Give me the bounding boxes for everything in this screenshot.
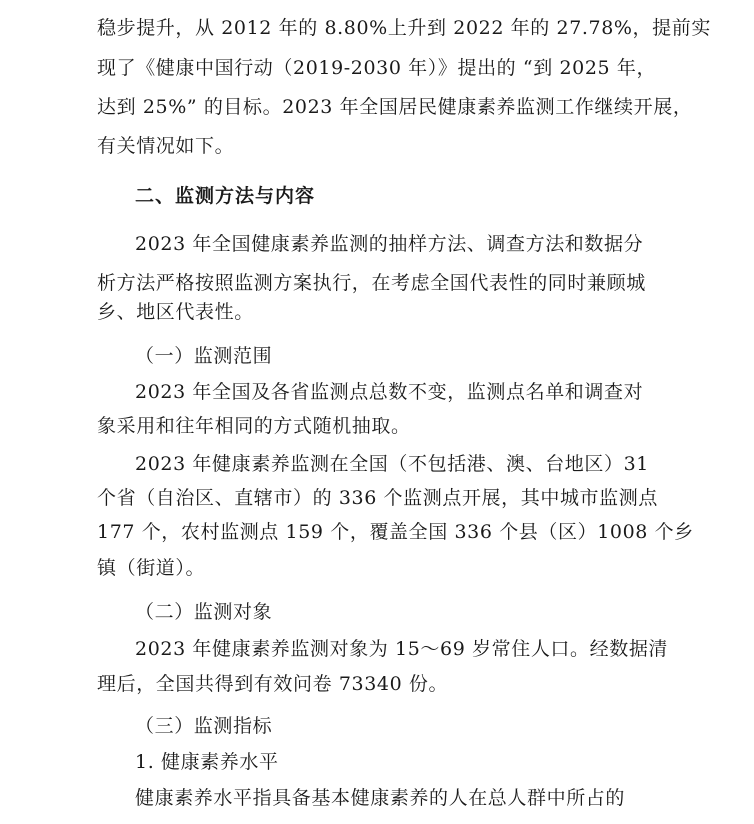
intro-line-4: 有关情况如下。 (97, 135, 235, 157)
target-line-2: 理后，全国共得到有效问卷 73340 份。 (97, 673, 449, 695)
item-heading-level: 1. 健康素养水平 (135, 751, 279, 773)
subheading-scope: （一）监测范围 (135, 345, 273, 367)
scope2-line-1: 2023 年健康素养监测在全国（不包括港、澳、台地区）31 (135, 453, 649, 475)
method-line-2: 析方法严格按照监测方案执行，在考虑全国代表性的同时兼顾城 (97, 272, 646, 294)
scope1-line-2: 象采用和往年相同的方式随机抽取。 (97, 415, 411, 437)
scope2-line-4: 镇（街道）。 (97, 557, 206, 579)
intro-line-1: 稳步提升，从 2012 年的 8.80%上升到 2022 年的 27.78%，提前实 (97, 17, 711, 39)
scope2-line-2: 个省（自治区、直辖市）的 336 个监测点开展，其中城市监测点 (97, 487, 658, 509)
level-line-1: 健康素养水平指具备基本健康素养的人在总人群中所占的 (135, 787, 626, 809)
scope1-line-1: 2023 年全国及各省监测点总数不变，监测点名单和调查对 (135, 381, 644, 403)
section-heading: 二、监测方法与内容 (135, 185, 316, 207)
subheading-target: （二）监测对象 (135, 601, 273, 623)
target-line-1: 2023 年健康素养监测对象为 15～69 岁常住人口。经数据清 (135, 638, 669, 660)
intro-line-2: 现了《健康中国行动（2019-2030 年）》提出的 “到 2025 年， (97, 57, 657, 79)
scope2-line-3: 177 个，农村监测点 159 个，覆盖全国 336 个县（区）1008 个乡 (97, 521, 694, 543)
intro-line-3: 达到 25%” 的目标。2023 年全国居民健康素养监测工作继续开展， (97, 96, 693, 118)
method-line-3: 乡、地区代表性。 (97, 301, 254, 323)
method-line-1: 2023 年全国健康素养监测的抽样方法、调查方法和数据分 (135, 233, 644, 255)
subheading-indicators: （三）监测指标 (135, 715, 273, 737)
